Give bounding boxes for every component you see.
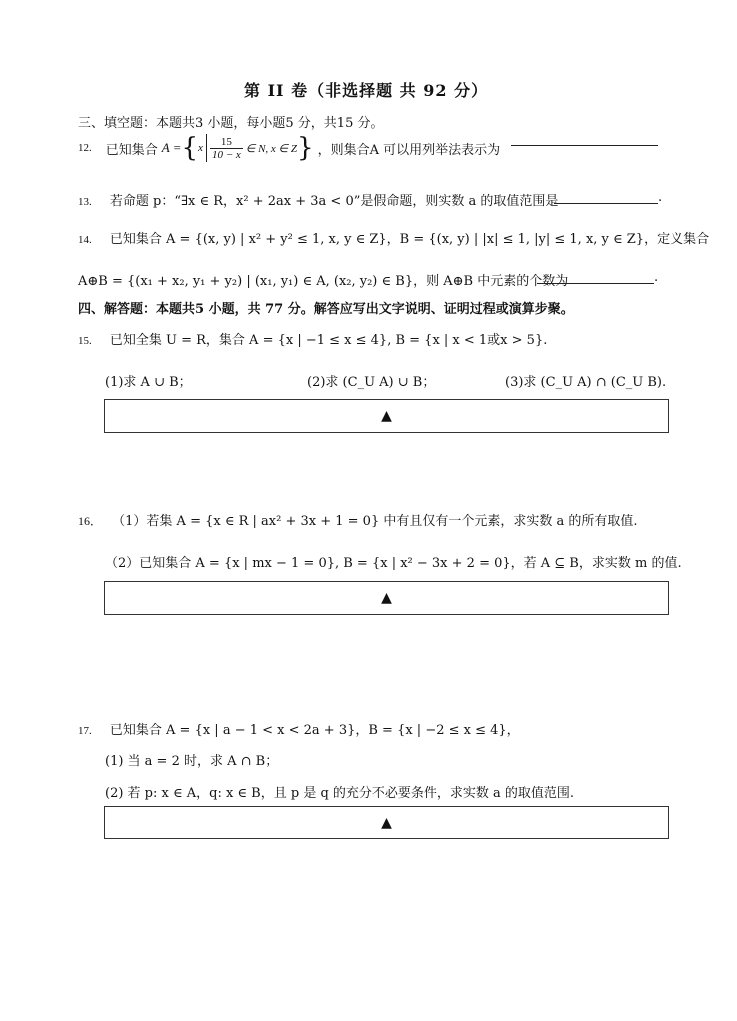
page-title: 第 II 卷（非选择题 共 92 分） bbox=[244, 81, 489, 100]
set-condition: ∈ N, x ∈ Z bbox=[245, 142, 298, 155]
question-number: 16． bbox=[78, 514, 103, 528]
question-prefix: 已知集合 bbox=[105, 142, 158, 158]
answer-box-15[interactable] bbox=[104, 399, 669, 433]
right-brace: } bbox=[297, 133, 314, 163]
question-number: 14. bbox=[78, 234, 92, 246]
fraction-numerator: 15 bbox=[210, 136, 243, 149]
question-17-part-2: (2) 若 p: x ∈ A，q: x ∈ B，且 p 是 q 的充分不必要条件，求实数 a 的取值范围. bbox=[105, 786, 575, 801]
answer-box-17[interactable] bbox=[104, 806, 669, 839]
question-number: 15. bbox=[78, 335, 92, 347]
question-line-1: 已知集合 A = {(x, y) | x² + y² ≤ 1, x, y ∈ Z}，B = {(x, y) | |x| ≤ 1, |y| ≤ 1, x, y ∈ Z}，定义集合 bbox=[109, 232, 710, 247]
question-15-part-1: (1)求 A ∪ B； bbox=[105, 375, 192, 390]
question-16 bbox=[78, 510, 638, 529]
question-stem: 已知全集 U = R，集合 A = {x | −1 ≤ x ≤ 4}, B = {x | x < 1或x > 5}. bbox=[109, 333, 548, 348]
question-end: . bbox=[658, 190, 663, 205]
answer-blank-14[interactable] bbox=[537, 283, 654, 284]
question-16-part-2: （2）已知集合 A = {x | mx − 1 = 0}, B = {x | x² − 3x + 2 = 0}，若 A ⊆ B，求实数 m 的值. bbox=[105, 556, 682, 571]
question-end: . bbox=[654, 270, 659, 285]
section-fill-blank-heading: 三、填空题：本题共3 小题，每小题5 分，共15 分。 bbox=[78, 116, 384, 131]
question-15-part-3: (3)求 (C_U A) ∩ (C_U B). bbox=[505, 375, 667, 390]
section-answer-heading: 四、解答题：本题共5 小题，共 77 分。解答应写出文字说明、证明过程或演算步聚。 bbox=[78, 302, 574, 317]
question-15-part-2: (2)求 (C_U A) ∪ B； bbox=[307, 375, 436, 390]
question-14 bbox=[78, 228, 709, 247]
answer-box-16[interactable] bbox=[104, 581, 669, 615]
question-number: 17. bbox=[78, 725, 92, 737]
answer-blank-13[interactable] bbox=[554, 203, 658, 204]
question-number: 13. bbox=[78, 196, 92, 208]
question-15 bbox=[78, 329, 547, 348]
question-13 bbox=[78, 190, 558, 209]
question-14-line-2: A⊕B = {(x₁ + x₂, y₁ + y₂) | (x₁, y₁) ∈ A, (x₂, y₂) ∈ B}，则 A⊕B 中元素的个数为 bbox=[78, 274, 569, 289]
question-12 bbox=[78, 128, 500, 168]
question-suffix: ，则集合A 可以用列举法表示为 bbox=[317, 142, 501, 158]
set-variable: x bbox=[198, 142, 203, 154]
question-part-1: （1）若集 A = {x ∈ R | ax² + 3x + 1 = 0} 中有且仅有一个元素，求实数 a 的所有取值. bbox=[112, 514, 638, 529]
left-brace: { bbox=[181, 133, 199, 163]
answer-marker: ▲ bbox=[381, 408, 392, 424]
fraction-denominator: 10 − x bbox=[211, 148, 241, 161]
answer-blank-12[interactable] bbox=[511, 145, 658, 146]
question-text: 若命题 p：“∃x ∈ R，x² + 2ax + 3a < 0”是假命题，则实数 a 的取值范围是 bbox=[109, 194, 559, 209]
question-17 bbox=[78, 719, 520, 738]
question-number: 12. bbox=[78, 142, 92, 154]
set-divider bbox=[206, 134, 207, 162]
fraction bbox=[210, 136, 243, 161]
answer-marker: ▲ bbox=[381, 814, 392, 831]
question-17-part-1: (1) 当 a = 2 时，求 A ∩ B； bbox=[105, 754, 279, 769]
question-stem: 已知集合 A = {x | a − 1 < x < 2a + 3}，B = {x | −2 ≤ x ≤ 4}， bbox=[109, 723, 520, 738]
answer-marker: ▲ bbox=[381, 590, 392, 606]
set-lhs: A = bbox=[161, 140, 182, 155]
